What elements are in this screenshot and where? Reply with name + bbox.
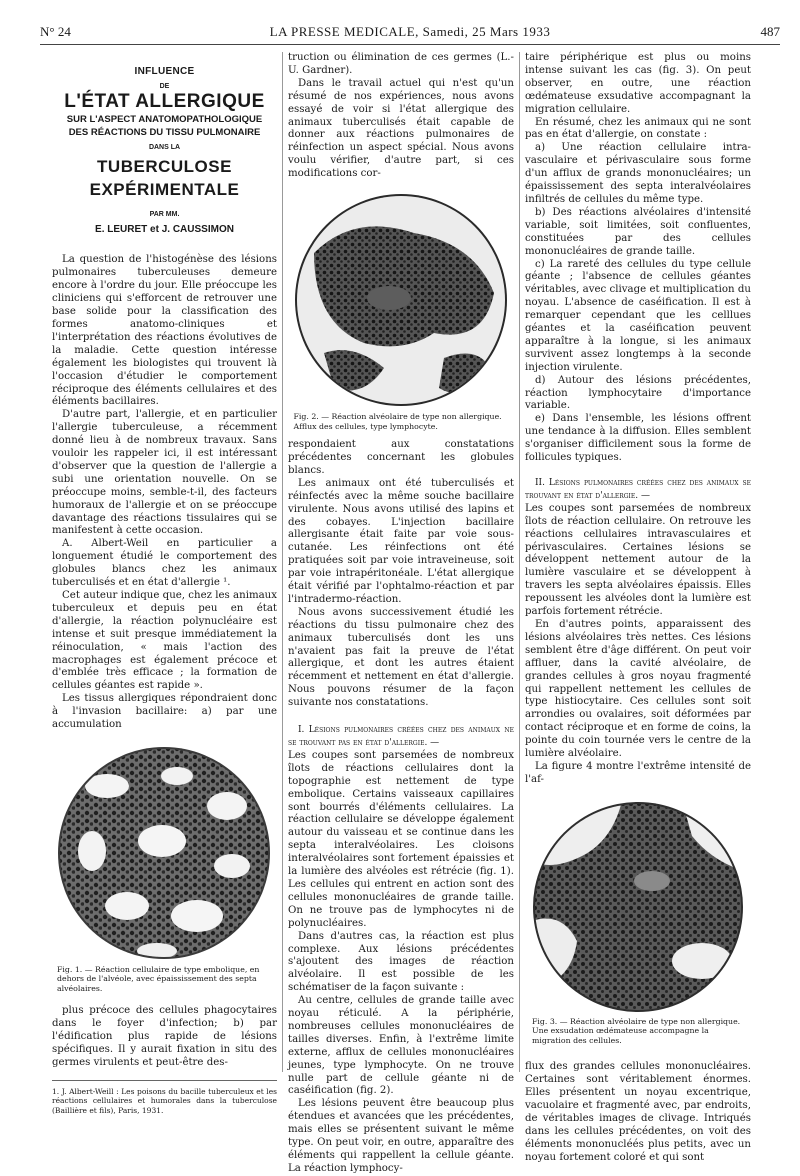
section-heading [525, 477, 751, 503]
title-line: PAR MM. [149, 210, 180, 218]
paragraph: La figure 4 montre l'extrême intensité de l'af- [525, 760, 751, 785]
paragraph: plus précoce des cellules phagocytaires dans le foyer d'infection; b) par l'édification plus rapide de lésions spécifiques. Il y aurait fixation in situ des germes virulents et peut-être des- [52, 1005, 277, 1069]
title-line: L'ÉTAT ALLERGIQUE [64, 90, 265, 112]
figure-2-caption: Fig. 2. — Réaction alvéolaire de type non allergique. Afflux des cellules, type lymphocyte. [293, 412, 502, 431]
paragraph: D'autre part, l'allergie, et en particulier l'allergie tuberculeuse, a récemment donné lieu à de nombreux travaux. Sans vouloir les rappeler ici, il est intéressant d'observer que la question de l'allergie a subi une orientation nouvelle. On se préoccupe moins, semble-t-il, des facteurs humoraux de l'allergie et on se préoccupe davantage des réactions tissulaires qui se manifestent à cette occasion. [52, 409, 277, 537]
paragraph: Les animaux ont été tuberculisés et réinfectés avec la même souche bacillaire virulente. Nous avons utilisé des lapins et des cobayes. L'injection bacillaire allergisante était faite par voie sous-cutanée. Les réinfections ont été pratiquées soit par voie intraveineuse, soit par voie intrapéritonéale. L'état allergique était vérifié par l'ophtalmo-réaction et par l'intradermo-réaction. [288, 477, 514, 605]
paragraph: taire périphérique est plus ou moins intense suivant les cas (fig. 3). On peut observer, en outre, une réaction œdémateuse exsudative accompagnant la migration cellulaire. [525, 52, 751, 115]
column-1 [52, 52, 277, 1115]
paragraph: a) Une réaction cellulaire intra-vasculaire et périvasculaire sous forme d'un afflux de grands mononucléaires; un épaississement des septa interalvéolaires infiltrés de cellules du même type. [525, 142, 751, 205]
page-header [40, 24, 780, 42]
figure-2-micrograph [294, 193, 509, 408]
title-line: TUBERCULOSE [97, 156, 232, 176]
journal-title: LA PRESSE MEDICALE, Samedi, 25 Mars 1933 [269, 24, 551, 39]
header-rule [40, 44, 780, 45]
paragraph: c) La rareté des cellules du type cellule géante ; l'absence de cellules géantes véritables, avec clivage et multiplication du noyau. L'absence de caséification. Il est à remarquer cependant que les celllues géantes et la caséification peuvent apparaître à la longue, si les animaux survivent assez longtemps à la seconde injection virulente. [525, 258, 751, 373]
title-line: DANS LA [148, 143, 181, 151]
paragraph: b) Des réactions alvéolaires d'intensité variable, soit limitées, soit confluentes, constituées par des cellules mononucléaires de grande taille. [525, 206, 751, 257]
paragraph: Les tissus allergiques répondraient donc à l'invasion bacillaire: a) par une accumulation [52, 693, 277, 731]
figure-2 [294, 193, 509, 431]
paragraph: Au centre, cellules de grande taille avec noyau réticulé. A la périphérie, nombreuses cellules mononucléaires de tailles diverses. Enfin, à l'extrême limite externe, afflux de cellules mononucléaires jeunes, type lymphocyte. On ne trouve nulle part de cellule géante ni de caséification (fig. 2). [288, 995, 514, 1097]
article-title-block [52, 66, 277, 236]
paragraph: A. Albert-Weil en particulier a longuement étudié le comportement des globules blancs chez les animaux tuberculisés et en état d'allergie ¹. [52, 538, 277, 589]
paragraph: e) Dans l'ensemble, les lésions offrent une tendance à la diffusion. Elles semblent s'organiser difficilement sous la forme de follicules typiques. [525, 413, 751, 464]
title-line: EXPÉRIMENTALE [89, 179, 240, 199]
section-1-title: I. Lésions pulmonaires créées chez des animaux ne se trouvant pas en état d'allergie. — [288, 725, 514, 748]
paragraph: Nous avons successivement étudié les réactions du tissu pulmonaire chez des animaux tuberculisés dont les uns n'avaient pas fait la preuve de l'état allergique, et dont les autres étaient récemment et nettement en état d'allergie. Nous pouvons résumer de la façon suivante nos constatations. [288, 606, 514, 709]
title-line: DE [159, 82, 170, 90]
paragraph: Dans d'autres cas, la réaction est plus complexe. Aux lésions précédentes s'ajoutent des images de réaction alvéolaire. Il est possible de les schématiser de la façon suivante : [288, 930, 514, 994]
paragraph: Cet auteur indique que, chez les animaux tuberculeux et depuis peu en état d'allergie, la réaction polynucléaire est intense et suit presque immédiatement la réinoculation, « mais l'action des macrophages est également précoce et d'emblée très efficace ; la formation de cellules géantes est rapide ». [52, 590, 277, 692]
paragraph: Dans le travail actuel qui n'est qu'un résumé de nos expériences, nous avons essayé de voir si l'état allergique des animaux tuberculisés était capable de donner aux réactions pulmonaires de réinfection un aspect spécial. Nous avons voulu vérifier, d'autre part, si ces modifications cor- [288, 77, 514, 180]
figure-3 [532, 801, 744, 1046]
figure-3-caption: Fig. 3. — Réaction alvéolaire de type non allergique. Une exsudation œdémateuse accompagne la migration des cellules. [532, 1016, 741, 1045]
authors: E. LEURET et J. CAUSSIMON [95, 223, 234, 235]
paragraph: Les lésions peuvent être beaucoup plus étendues et avancées que les précédentes, mais elles se présentent suivant le même type. On peut voir, en outre, apparaître des éléments qui rappellent la cellule géante. La réaction lymphocy- [288, 1098, 514, 1174]
column-divider [519, 52, 520, 1072]
paragraph: En d'autres points, apparaissent des lésions alvéolaires très nettes. Ces lésions semblent être d'âge différent. On peut voir affluer, dans la cavité alvéolaire, de grandes cellules à gros noyau fragmenté qui rappellent nettement les cellules de type histiocytaire. Ces cellules sont soit arrondies ou ovalaires, soit déformées par contact réciproque et en forme de coins, la pointe du coin tournée vers le centre de la lumière alvéolaire. [525, 618, 751, 760]
figure-1-caption: Fig. 1. — Réaction cellulaire de type embolique, en dehors de l'alvéole, avec épaississement des septa alvéolaires. [57, 964, 260, 993]
section-2-title: II. Lésions pulmonaires créées chez des animaux se trouvant en état d'allergie. — [525, 478, 751, 501]
paragraph: d) Autour des lésions précédentes, réaction lymphocytaire d'importance variable. [525, 374, 751, 412]
column-3 [525, 52, 751, 1165]
paragraph: La question de l'histogénèse des lésions pulmonaires tuberculeuses demeure encore à l'ordre du jour. Elle préoccupe les cliniciens qui s'efforcent de retrouver une base solide pour la classification des formes anatomo-cliniques et l'interprétation des réactions évolutives de la maladie. Cette question intéresse également les biologistes qui trouvent là l'occasion d'étudier le comportement réciproque des éléments cellulaires et des éléments bacillaires. [52, 254, 277, 408]
paragraph: Les coupes sont parsemées de nombreux îlots de réactions cellulaires dont la topographie est nettement de type embolique. Certains vaisseaux capillaires sont bourrés d'éléments cellulaires. La réaction cellulaire se développe également autour du vaisseau et se continue dans les septa interalvéolaires. Les cloisons interalvéolaires sont fortement épaissies et la lumière des alvéoles est rétrécie (fig. 1). Les cellules qui entrent en action sont des cellules mononucléaires de grande taille. On ne trouve pas de lymphocytes ni de polynucléaires. [288, 749, 514, 929]
title-line: DES RÉACTIONS DU TISSU PULMONAIRE [68, 126, 261, 138]
footnote: 1. J. Albert-Weill : Les poisons du bacille tuberculeux et les réactions cellulaires et humorales dans la tuberculose (Baillière et fils), Paris, 1931. [52, 1080, 277, 1115]
paragraph: respondaient aux constatations précédentes concernant les globules blancs. [288, 439, 514, 476]
column-divider [282, 52, 283, 1072]
title-line: SUR L'ASPECT ANATOMOPATHOLOGIQUE [66, 113, 263, 125]
column-2 [288, 52, 514, 1176]
figure-1-micrograph [57, 746, 272, 961]
section-heading [288, 724, 514, 750]
page-number: 487 [760, 24, 780, 39]
title-line: INFLUENCE [134, 66, 195, 77]
figure-3-micrograph [532, 801, 744, 1013]
figure-1 [57, 746, 272, 994]
paragraph: En résumé, chez les animaux qui ne sont pas en état d'allergie, on constate : [525, 116, 751, 141]
paragraph: truction ou élimination de ces germes (L.-U. Gardner). [288, 52, 514, 76]
paragraph: Les coupes sont parsemées de nombreux îlots de réaction cellulaire. On retrouve les réactions cellulaires intravasculaires et périvasculaires. Certaines lésions se développent nettement autour de la lumière vasculaire et se développent à travers les septa alvéolaires épaissis. Elles repoussent les alvéoles dont la lumière est parfois fortement rétrécie. [525, 502, 751, 618]
issue-number: N° 24 [40, 24, 71, 39]
paragraph: flux des grandes cellules mononucléaires. Certaines sont véritablement énormes. Elles présentent un noyau excentrique, vacuolaire et fragmenté avec, par endroits, de véritables images de clivage. Intriqués dans les cellules précédentes, on voit des éléments mononucléés plus petits, avec un noyau fortement coloré et qui sont [525, 1061, 751, 1163]
